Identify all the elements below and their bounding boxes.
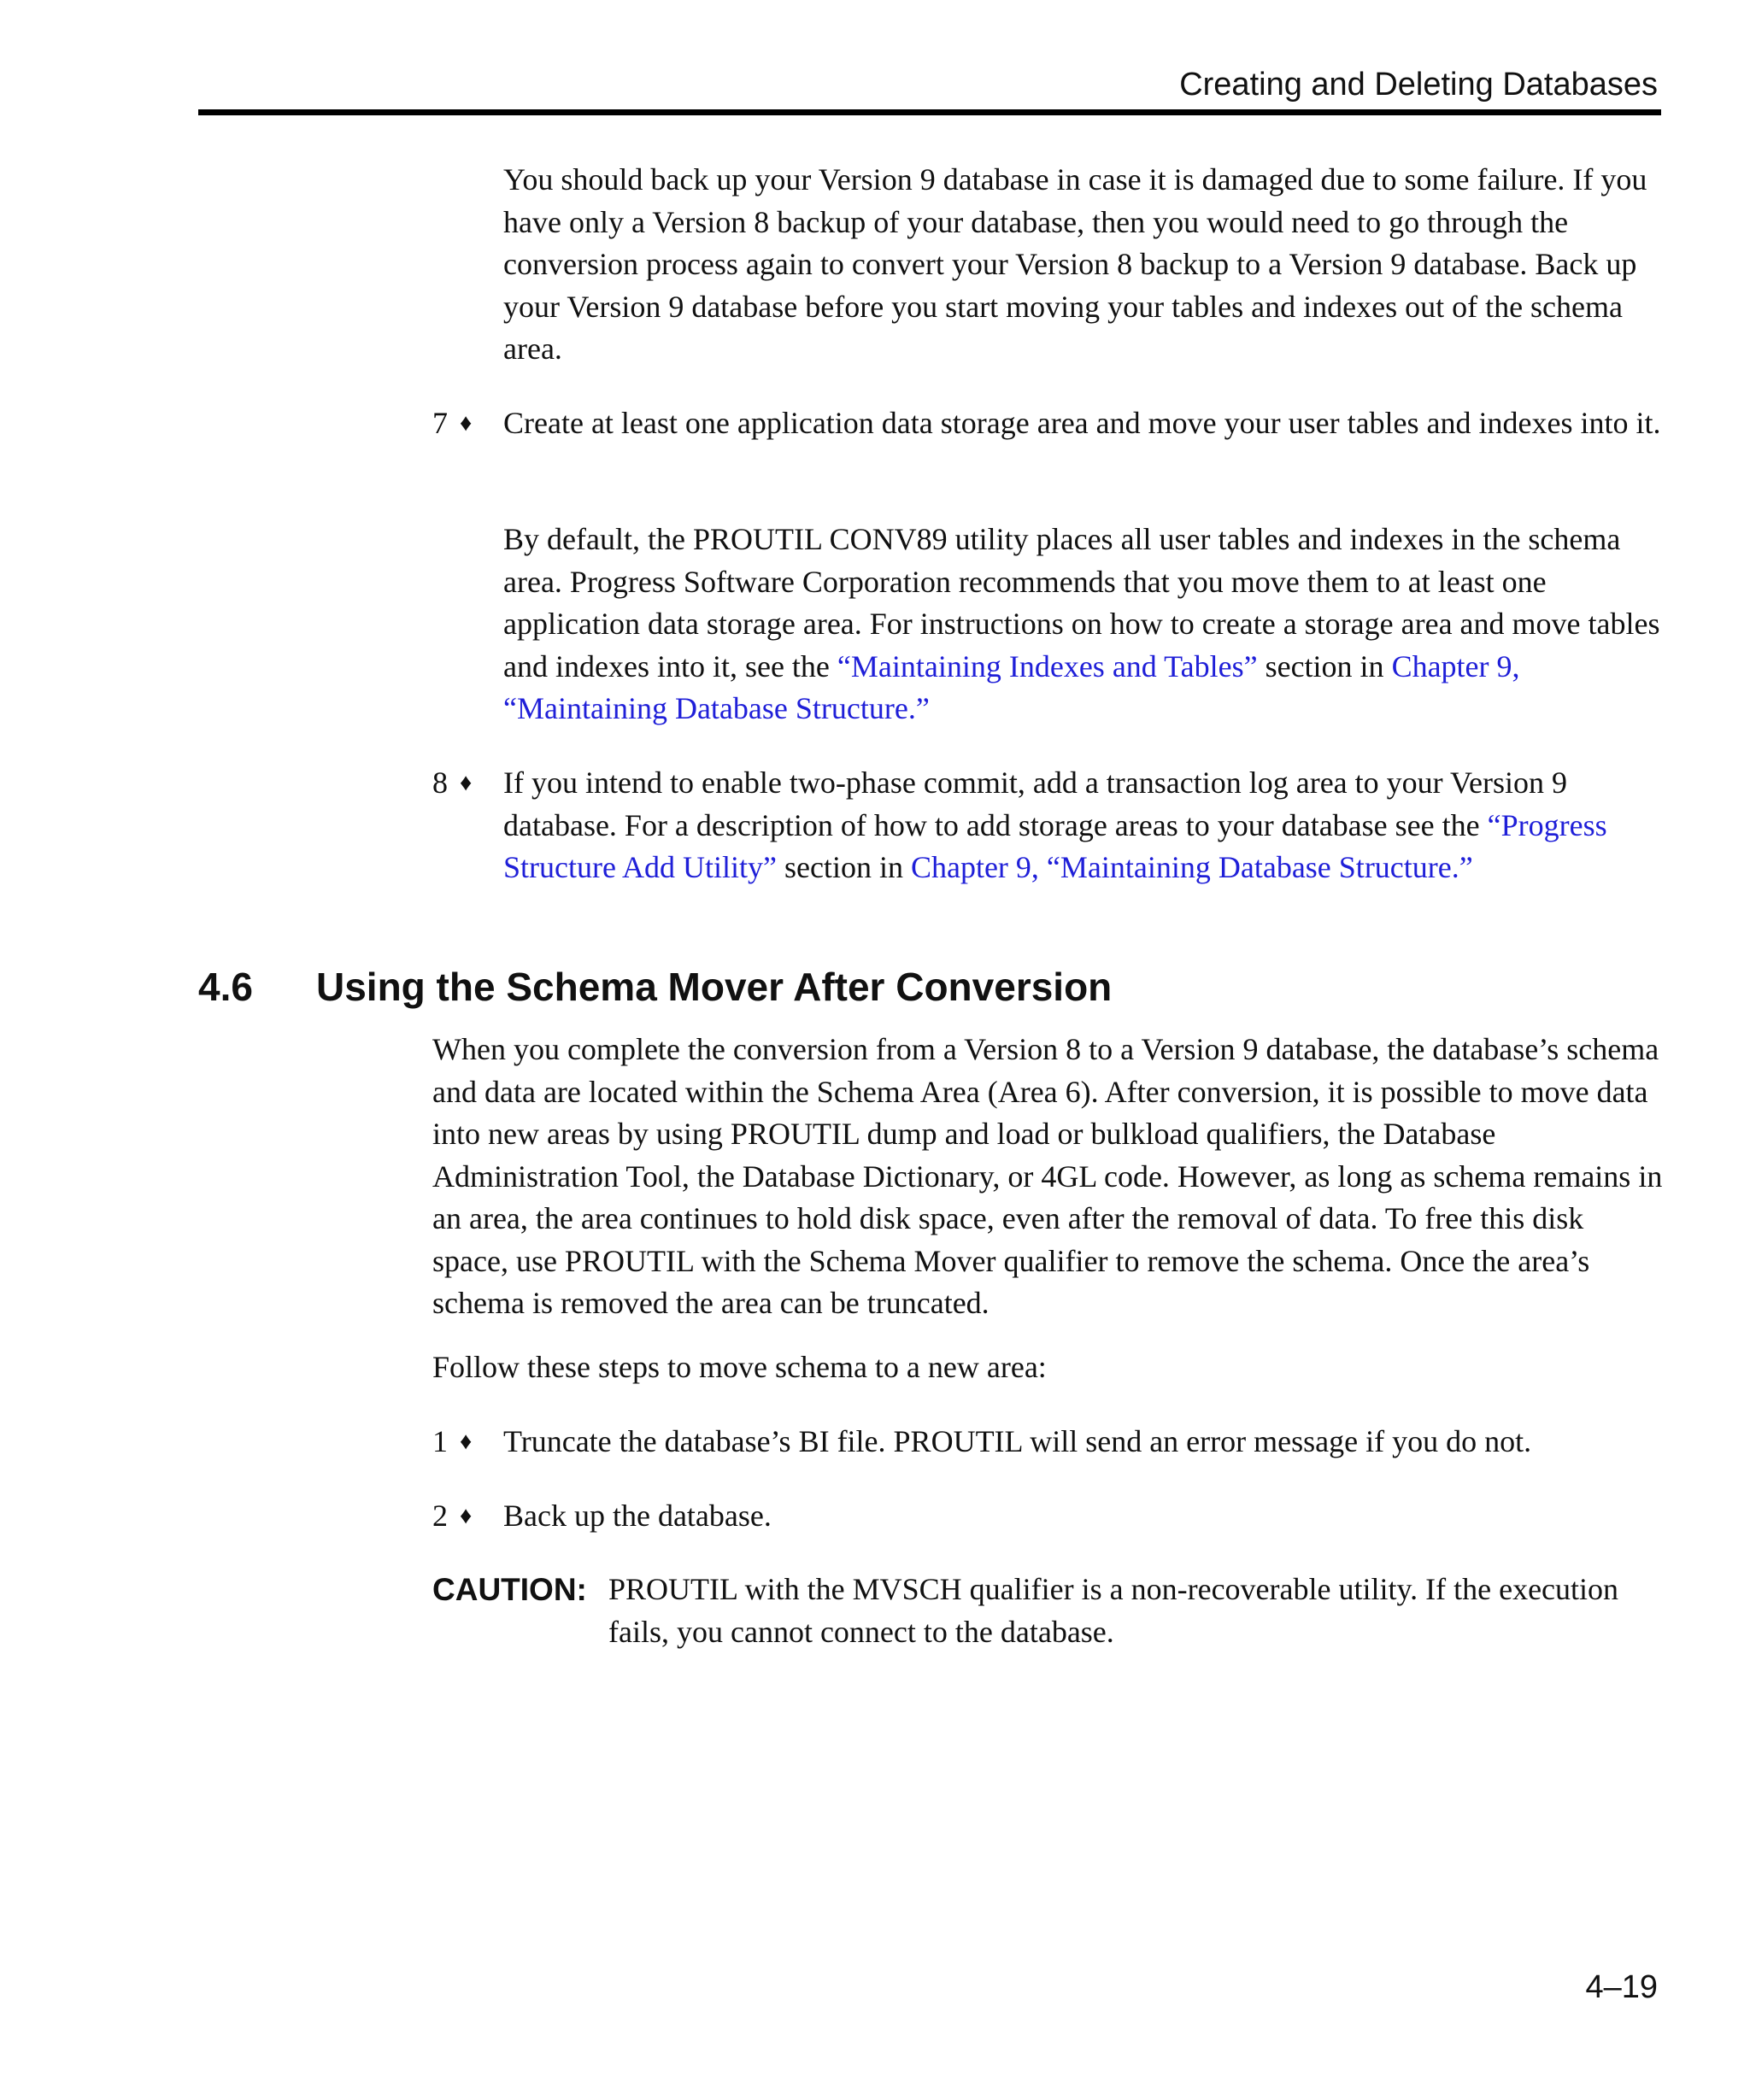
step-number: 2 [432,1499,448,1533]
link-chapter-9[interactable]: Chapter 9, “Maintaining Database Structure.” [503,648,1520,725]
caution-label: CAUTION: [432,1572,587,1607]
detail-text: By default, the PROUTIL CONV89 utility places all user tables and indexes in the schema area. Progress Software Corporation recommends that you move them to at least one application data storage area. For instructions on how to create a storage area and move tables and indexes into it, see the [503,522,1660,683]
steps-intro: Follow these steps to move schema to a new area: [432,1350,1047,1384]
section-body: When you complete the conversion from a Version 8 to a Version 9 database, the database’s schema and data are located within the Schema Area (Area 6). After conversion, it is possible to move data into new areas by using PROUTIL dump and load or bulkload qualifiers, the Database Administration Tool, the Database Dictionary, or 4GL code. However, as long as schema remains in an area, the area continues to hold disk space, even after the removal of data. To free this disk space, use PROUTIL with the Schema Mover qualifier to remove the schema. Once the area’s schema is removed the area can be truncated. [432,1032,1663,1320]
link-chapter-9[interactable]: Chapter 9, “Maintaining Database Structure.” [910,850,1473,884]
diamond-bullet-icon: ♦ [460,1503,473,1529]
step-number: 1 [432,1424,448,1458]
section-heading [198,964,1112,1010]
running-header: Creating and Deleting Databases [1179,67,1658,103]
step-text-part: If you intend to enable two-phase commit, add a transaction log area to your Version 9 database. For a description of how to add storage areas to your database see the [503,766,1567,842]
step-text-part: section in [776,850,911,884]
step-text: Truncate the database’s BI file. PROUTIL will send an error message if you do not. [503,1424,1532,1458]
link-structure-add-utility[interactable]: “Progress Structure Add Utility” [503,807,1607,884]
caution-text: PROUTIL with the MVSCH qualifier is a non-recoverable utility. If the execution fails, you cannot connect to the database. [608,1572,1619,1649]
link-maintaining-indexes[interactable]: “Maintaining Indexes and Tables” [837,648,1258,683]
diamond-bullet-icon: ♦ [460,1428,473,1455]
step-text: Create at least one application data storage area and move your user tables and indexes into it. [503,406,1661,440]
step-text: Back up the database. [503,1499,772,1533]
step-7-detail [503,519,1665,730]
step-number: 7 [432,406,448,440]
step-text [503,762,1665,889]
diamond-bullet-icon: ♦ [460,410,473,437]
step-number: 8 [432,766,448,800]
intro-paragraph: You should back up your Version 9 database in case it is damaged due to some failure. If you have only a Version 8 backup of your database, then you would need to go through the conversion process again to convert your Version 8 backup to a Version 9 database. Back up your Version 9 database before you start moving your tables and indexes out of the schema area. [503,162,1647,366]
header-rule [198,109,1661,115]
detail-text: section in [1257,648,1392,683]
section-number: 4.6 [198,965,253,1009]
section-title: Using the Schema Mover After Conversion [316,965,1113,1009]
diamond-bullet-icon: ♦ [460,770,473,796]
page-number: 4–19 [1585,1969,1658,2005]
